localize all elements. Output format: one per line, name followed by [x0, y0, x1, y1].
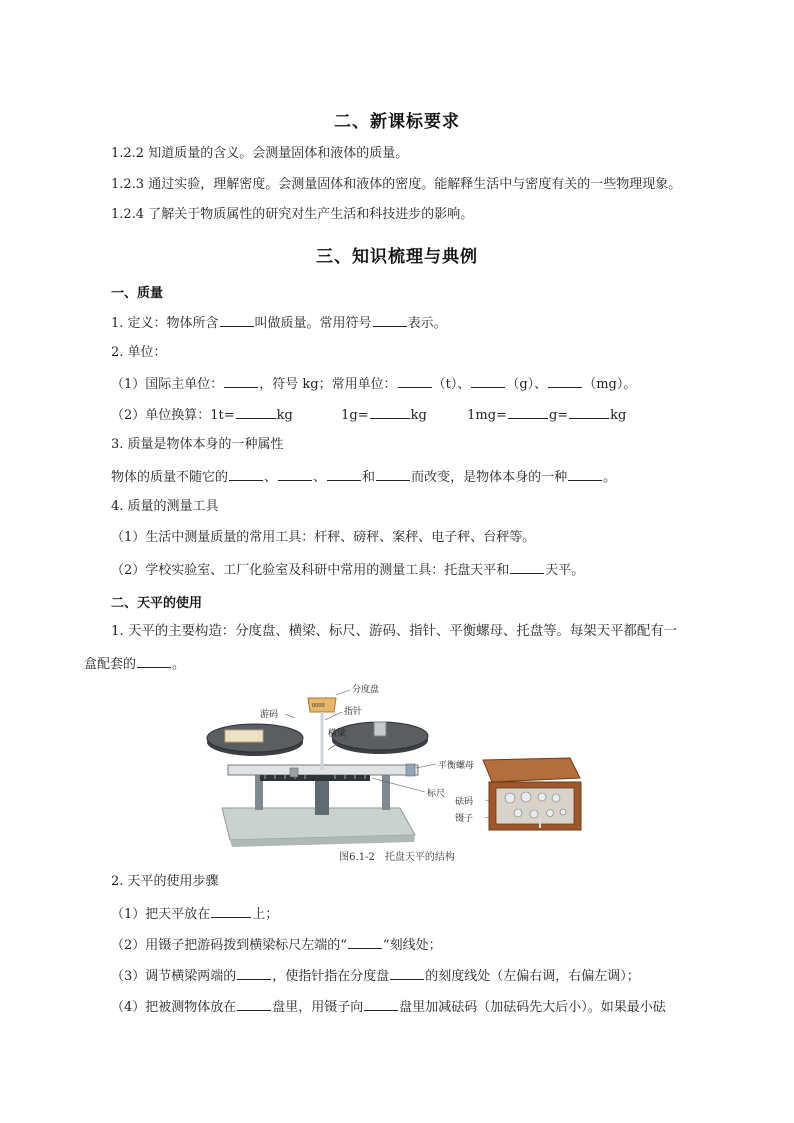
steps-heading: 2. 天平的使用步骤 — [111, 874, 219, 889]
fill-blank — [548, 374, 582, 388]
label-beam: 横梁 — [328, 729, 347, 739]
step-2: （2）用镊子把游码拨到横梁标尺左端的“ ”刻线处； — [111, 935, 442, 955]
unit-line-1: （1）国际主单位： ，符号 kg；常用单位： （t）、 （g）、 （mg）。 — [111, 374, 636, 394]
unit-heading: 2. 单位： — [111, 345, 167, 360]
step-4: （4）把被测物体放在 盘里，用镊子向 盘里加减砝码（加砝码先大后小）。如果最小砝 — [111, 997, 666, 1017]
structure-line-2: 盒配套的 。 — [84, 654, 185, 674]
fill-blank — [220, 313, 254, 327]
fill-blank — [348, 935, 382, 949]
fill-blank — [137, 654, 171, 668]
fill-blank — [568, 467, 602, 481]
label-weights: 砝码 — [455, 797, 474, 807]
fill-blank — [224, 374, 258, 388]
definition-line: 1. 定义：物体所含 叫做质量。常用符号 表示。 — [111, 313, 447, 333]
fill-blank — [510, 560, 544, 574]
label-ruler: 标尺 — [427, 789, 446, 799]
fill-blank — [211, 904, 251, 918]
subheading-balance: 二、天平的使用 — [111, 596, 203, 611]
step-1: （1）把天平放在 上； — [111, 904, 278, 924]
structure-line-1: 1. 天平的主要构造：分度盘、横梁、标尺、游码、指针、平衡螺母、托盘等。每架天平都配有一 — [111, 624, 678, 639]
tool-line-2: （2）学校实验室、工厂化验室及科研中常用的测量工具：托盘天平和 天平。 — [111, 560, 584, 580]
attribute-heading: 3. 质量是物体本身的一种属性 — [111, 437, 284, 452]
fill-blank — [376, 467, 410, 481]
label-balance-nut: 平衡螺母 — [438, 761, 475, 771]
standard-item: 1.2.4 了解关于物质属性的研究对生产生活和科技进步的影响。 — [111, 207, 474, 222]
fill-blank — [508, 405, 548, 419]
right-pillar — [382, 775, 390, 810]
section-title-standards: 二、新课标要求 — [334, 112, 460, 132]
label-rider: 游码 — [260, 710, 279, 720]
svg-text:0000: 0000 — [312, 703, 325, 709]
section-title-knowledge: 三、知识梳理与典例 — [316, 247, 478, 267]
balance-figure — [200, 680, 600, 850]
fill-blank — [569, 405, 609, 419]
fill-blank — [364, 997, 398, 1011]
fill-blank — [373, 313, 407, 327]
standard-item: 1.2.3 通过实验，理解密度。会测量固体和液体的密度。能解释生活中与密度有关的一些物理现象。 — [111, 177, 682, 192]
unit-line-2: （2）单位换算：1t= kg 1g= kg 1mg= g= kg — [111, 405, 626, 425]
fill-blank — [390, 966, 424, 980]
attribute-line: 物体的质量不随它的 、 、 和 而改变，是物体本身的一种 。 — [111, 467, 616, 487]
scale-ruler — [260, 775, 370, 781]
fill-blank — [398, 374, 432, 388]
fill-blank — [236, 405, 276, 419]
fill-blank — [237, 966, 271, 980]
standard-item: 1.2.2 知道质量的含义。会测量固体和液体的质量。 — [111, 146, 409, 161]
weight-on-pan — [374, 722, 386, 736]
subheading-mass: 一、质量 — [111, 286, 164, 301]
label-pointer: 指针 — [344, 707, 363, 717]
label-tweezers: 镊子 — [455, 814, 474, 824]
object-on-pan — [225, 730, 263, 742]
fill-blank — [327, 467, 361, 481]
tool-line-1: （1）生活中测量质量的常用工具：杆秤、磅秤、案秤、电子秤、台秤等。 — [111, 530, 536, 545]
fill-blank — [278, 467, 312, 481]
fill-blank — [370, 405, 410, 419]
fill-blank — [471, 374, 505, 388]
fill-blank — [229, 467, 263, 481]
rider — [290, 768, 298, 777]
figure-caption: 图6.1-2 托盘天平的结构 — [339, 852, 455, 863]
tool-heading: 4. 质量的测量工具 — [111, 499, 219, 514]
label-scale-plate: 分度盘 — [352, 685, 380, 695]
balance-nut — [406, 764, 415, 776]
weight-box-lid — [483, 758, 580, 782]
fill-blank — [237, 997, 271, 1011]
step-3: （3）调节横梁两端的 ，使指针指在分度盘 的刻度线处（左偏右调，右偏左调）； — [111, 966, 640, 986]
